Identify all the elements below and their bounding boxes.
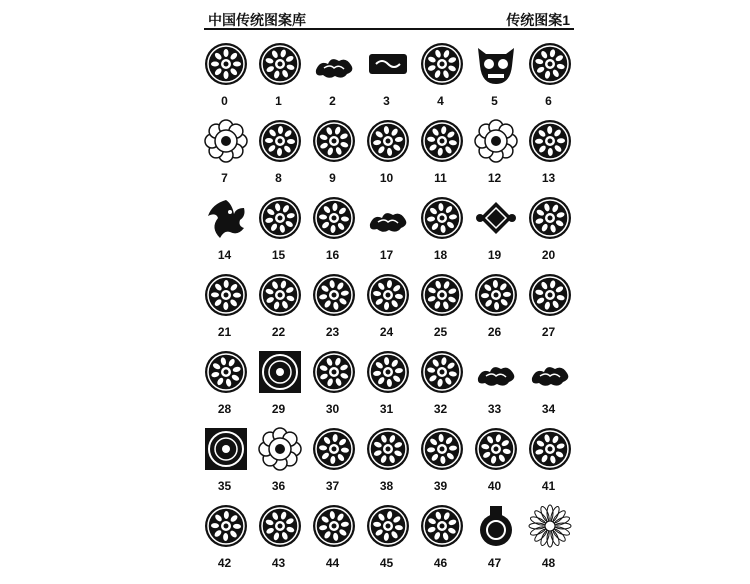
pattern-item	[468, 502, 521, 579]
pattern-number: 48	[541, 556, 556, 570]
pattern-motif-image	[204, 350, 248, 394]
pattern-motif-image	[258, 42, 302, 86]
pattern-motif-image	[366, 42, 410, 86]
pattern-motif-image	[528, 427, 572, 471]
pattern-item	[252, 194, 305, 271]
pattern-item	[522, 117, 575, 194]
pattern-item	[306, 348, 359, 425]
pattern-number: 15	[271, 248, 286, 262]
pattern-number: 30	[325, 402, 340, 416]
pattern-motif-image	[420, 42, 464, 86]
pattern-number: 4	[437, 94, 444, 108]
pattern-motif-image	[312, 119, 356, 163]
pattern-number: 46	[433, 556, 448, 570]
pattern-motif-image	[420, 350, 464, 394]
pattern-item	[198, 502, 251, 579]
catalog-page	[196, 0, 576, 584]
pattern-item	[252, 425, 305, 502]
pattern-number: 23	[325, 325, 340, 339]
pattern-motif-image	[312, 504, 356, 548]
pattern-item	[414, 194, 467, 271]
pattern-number: 24	[379, 325, 394, 339]
pattern-item	[414, 40, 467, 117]
pattern-motif-image	[312, 196, 356, 240]
pattern-item	[306, 40, 359, 117]
pattern-item	[252, 502, 305, 579]
pattern-number: 47	[487, 556, 502, 570]
pattern-motif-image	[258, 427, 302, 471]
pattern-number: 27	[541, 325, 556, 339]
pattern-item	[414, 271, 467, 348]
pattern-number: 38	[379, 479, 394, 493]
pattern-item	[522, 348, 575, 425]
pattern-number: 33	[487, 402, 502, 416]
pattern-motif-image	[312, 427, 356, 471]
pattern-number: 36	[271, 479, 286, 493]
pattern-motif-image	[258, 273, 302, 317]
page-header	[204, 8, 574, 30]
pattern-number: 45	[379, 556, 394, 570]
pattern-number: 44	[325, 556, 340, 570]
pattern-number: 10	[379, 171, 394, 185]
pattern-number: 20	[541, 248, 556, 262]
pattern-motif-image	[420, 273, 464, 317]
pattern-number: 9	[329, 171, 336, 185]
pattern-item	[468, 117, 521, 194]
pattern-item	[198, 348, 251, 425]
pattern-number: 31	[379, 402, 394, 416]
pattern-item	[522, 502, 575, 579]
pattern-number: 18	[433, 248, 448, 262]
pattern-item	[414, 117, 467, 194]
pattern-motif-image	[474, 273, 518, 317]
pattern-item	[360, 348, 413, 425]
pattern-motif-image	[366, 273, 410, 317]
sheet-title: 传统图案1	[506, 12, 570, 28]
pattern-item	[468, 194, 521, 271]
pattern-item	[252, 271, 305, 348]
pattern-motif-image	[204, 427, 248, 471]
pattern-number: 19	[487, 248, 502, 262]
pattern-number: 42	[217, 556, 232, 570]
pattern-number: 14	[217, 248, 232, 262]
pattern-motif-image	[420, 504, 464, 548]
pattern-item	[306, 271, 359, 348]
pattern-item	[252, 117, 305, 194]
pattern-number: 21	[217, 325, 232, 339]
pattern-number: 12	[487, 171, 502, 185]
pattern-motif-image	[474, 42, 518, 86]
pattern-item	[468, 348, 521, 425]
pattern-motif-image	[528, 350, 572, 394]
pattern-item	[522, 40, 575, 117]
pattern-item	[360, 425, 413, 502]
pattern-motif-image	[258, 119, 302, 163]
pattern-number: 28	[217, 402, 232, 416]
pattern-number: 35	[217, 479, 232, 493]
pattern-motif-image	[258, 196, 302, 240]
pattern-number: 37	[325, 479, 340, 493]
pattern-item	[252, 348, 305, 425]
pattern-motif-image	[420, 119, 464, 163]
pattern-number: 40	[487, 479, 502, 493]
pattern-item	[468, 271, 521, 348]
pattern-number: 39	[433, 479, 448, 493]
pattern-number: 0	[221, 94, 228, 108]
pattern-motif-image	[528, 504, 572, 548]
pattern-item	[198, 40, 251, 117]
pattern-item	[198, 194, 251, 271]
pattern-item	[306, 194, 359, 271]
pattern-motif-image	[420, 427, 464, 471]
pattern-item	[252, 40, 305, 117]
pattern-motif-image	[204, 196, 248, 240]
pattern-number: 16	[325, 248, 340, 262]
pattern-number: 11	[434, 171, 447, 185]
pattern-item	[198, 271, 251, 348]
pattern-number: 13	[541, 171, 556, 185]
pattern-item	[414, 425, 467, 502]
pattern-grid	[198, 40, 575, 579]
pattern-item	[522, 194, 575, 271]
pattern-number: 6	[545, 94, 552, 108]
pattern-item	[414, 502, 467, 579]
pattern-number: 1	[275, 94, 282, 108]
pattern-item	[468, 425, 521, 502]
pattern-motif-image	[258, 350, 302, 394]
pattern-motif-image	[312, 350, 356, 394]
pattern-motif-image	[312, 42, 356, 86]
pattern-motif-image	[204, 119, 248, 163]
pattern-item	[522, 425, 575, 502]
pattern-number: 17	[379, 248, 394, 262]
pattern-motif-image	[366, 196, 410, 240]
pattern-motif-image	[474, 196, 518, 240]
pattern-motif-image	[312, 273, 356, 317]
pattern-number: 22	[271, 325, 286, 339]
pattern-motif-image	[366, 350, 410, 394]
pattern-motif-image	[528, 119, 572, 163]
pattern-motif-image	[366, 504, 410, 548]
pattern-motif-image	[474, 504, 518, 548]
pattern-number: 43	[271, 556, 286, 570]
pattern-item	[360, 271, 413, 348]
pattern-item	[468, 40, 521, 117]
pattern-number: 7	[221, 171, 228, 185]
pattern-number: 34	[541, 402, 556, 416]
pattern-number: 3	[383, 94, 390, 108]
pattern-motif-image	[528, 273, 572, 317]
pattern-motif-image	[258, 504, 302, 548]
pattern-item	[522, 271, 575, 348]
pattern-item	[414, 348, 467, 425]
pattern-item	[306, 502, 359, 579]
pattern-item	[360, 40, 413, 117]
pattern-item	[198, 117, 251, 194]
pattern-number: 41	[541, 479, 556, 493]
pattern-number: 8	[275, 171, 282, 185]
pattern-motif-image	[474, 350, 518, 394]
pattern-motif-image	[204, 42, 248, 86]
pattern-motif-image	[204, 504, 248, 548]
pattern-motif-image	[528, 196, 572, 240]
pattern-item	[198, 425, 251, 502]
pattern-item	[360, 117, 413, 194]
pattern-motif-image	[204, 273, 248, 317]
pattern-item	[360, 194, 413, 271]
pattern-motif-image	[420, 196, 464, 240]
pattern-number: 2	[329, 94, 336, 108]
pattern-motif-image	[528, 42, 572, 86]
pattern-number: 32	[433, 402, 448, 416]
pattern-motif-image	[366, 119, 410, 163]
pattern-motif-image	[366, 427, 410, 471]
pattern-item	[306, 425, 359, 502]
pattern-number: 26	[487, 325, 502, 339]
library-title: 中国传统图案库	[208, 12, 306, 28]
pattern-motif-image	[474, 119, 518, 163]
pattern-motif-image	[474, 427, 518, 471]
pattern-number: 25	[433, 325, 448, 339]
pattern-number: 29	[271, 402, 286, 416]
pattern-item	[306, 117, 359, 194]
pattern-number: 5	[491, 94, 498, 108]
pattern-item	[360, 502, 413, 579]
